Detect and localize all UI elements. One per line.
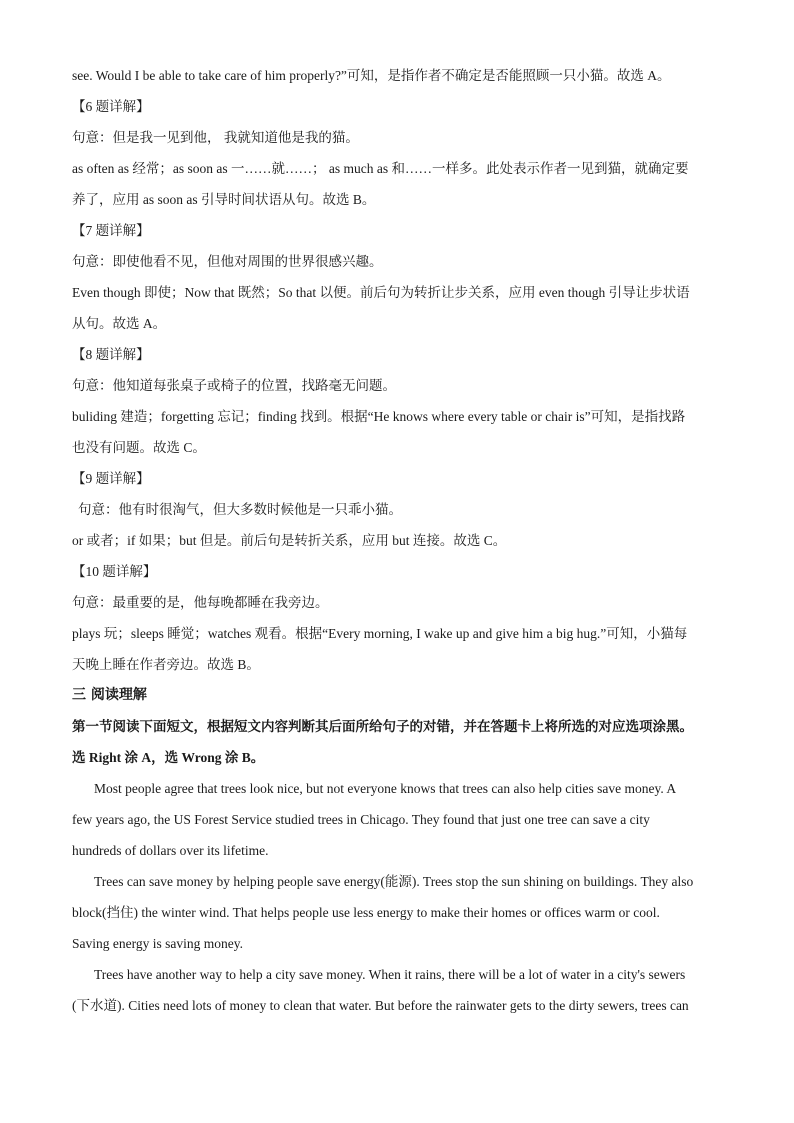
text-line: 句意：他知道每张桌子或椅子的位置，找路毫无问题。 xyxy=(72,378,396,393)
question-heading-9: 【9 题详解】 xyxy=(72,471,150,486)
passage-line: Trees have another way to help a city save money. When it rains, there will be a lot of water in a city's sewers xyxy=(94,967,686,982)
text-line: 句意：但是我一见到他， 我就知道他是我的猫。 xyxy=(72,130,359,145)
text-line: 也没有问题。故选 C。 xyxy=(72,440,206,455)
question-heading-7: 【7 题详解】 xyxy=(72,223,150,238)
question-heading-10: 【10 题详解】 xyxy=(72,564,157,579)
text-line: or 或者；if 如果；but 但是。前后句是转折关系，应用 but 连接。故选 C。 xyxy=(72,533,507,548)
text-line: 从句。故选 A。 xyxy=(72,316,167,331)
instruction-line: 选 Right 涂 A，选 Wrong 涂 B。 xyxy=(72,750,265,765)
passage-line: few years ago, the US Forest Service studied trees in Chicago. They found that just one tree can save a city xyxy=(72,812,650,827)
section-title: 三 阅读理解 xyxy=(72,687,147,703)
passage-line: Saving energy is saving money. xyxy=(72,936,243,951)
text-line: see. Would I be able to take care of him properly?”可知，是指作者不确定是否能照顾一只小猫。故选 A。 xyxy=(72,68,671,83)
text-line: as often as 经常；as soon as 一……就……； as much as 和……一样多。此处表示作者一见到猫，就确定要 xyxy=(72,161,689,176)
passage-line: Trees can save money by helping people save energy(能源). Trees stop the sun shining on buildings. They also xyxy=(94,874,694,889)
passage-line: hundreds of dollars over its lifetime. xyxy=(72,843,269,858)
text-line: 句意：即使他看不见，但他对周围的世界很感兴趣。 xyxy=(72,254,383,269)
text-line: 养了，应用 as soon as 引导时间状语从句。故选 B。 xyxy=(72,192,376,207)
passage-line: Most people agree that trees look nice, but not everyone knows that trees can also help cities save money. A xyxy=(94,781,677,796)
passage-line: (下水道). Cities need lots of money to clean that water. But before the rainwater gets to the dirty sewers, trees can xyxy=(72,998,689,1013)
text-line: plays 玩；sleeps 睡觉；watches 观看。根据“Every morning, I wake up and give him a big hug.”可知，小猫每 xyxy=(72,626,688,641)
text-line: Even though 即使；Now that 既然；So that 以便。前后句为转折让步关系，应用 even though 引导让步状语 xyxy=(72,285,690,300)
text-line: buliding 建造；forgetting 忘记；finding 找到。根据“He knows where every table or chair is”可知，是指找路 xyxy=(72,409,686,424)
text-line: 句意：他有时很淘气，但大多数时候他是一只乖小猫。 xyxy=(78,502,402,517)
question-heading-8: 【8 题详解】 xyxy=(72,347,150,362)
instruction-line: 第一节阅读下面短文，根据短文内容判断其后面所给句子的对错，并在答题卡上将所选的对应选项涂黑。 xyxy=(72,719,693,734)
passage-line: block(挡住) the winter wind. That helps people use less energy to make their homes or offices warm or cool. xyxy=(72,905,660,920)
text-line: 句意：最重要的是，他每晚都睡在我旁边。 xyxy=(72,595,329,610)
question-heading-6: 【6 题详解】 xyxy=(72,99,150,114)
text-line: 天晚上睡在作者旁边。故选 B。 xyxy=(72,657,260,672)
document-page xyxy=(72,60,722,1021)
